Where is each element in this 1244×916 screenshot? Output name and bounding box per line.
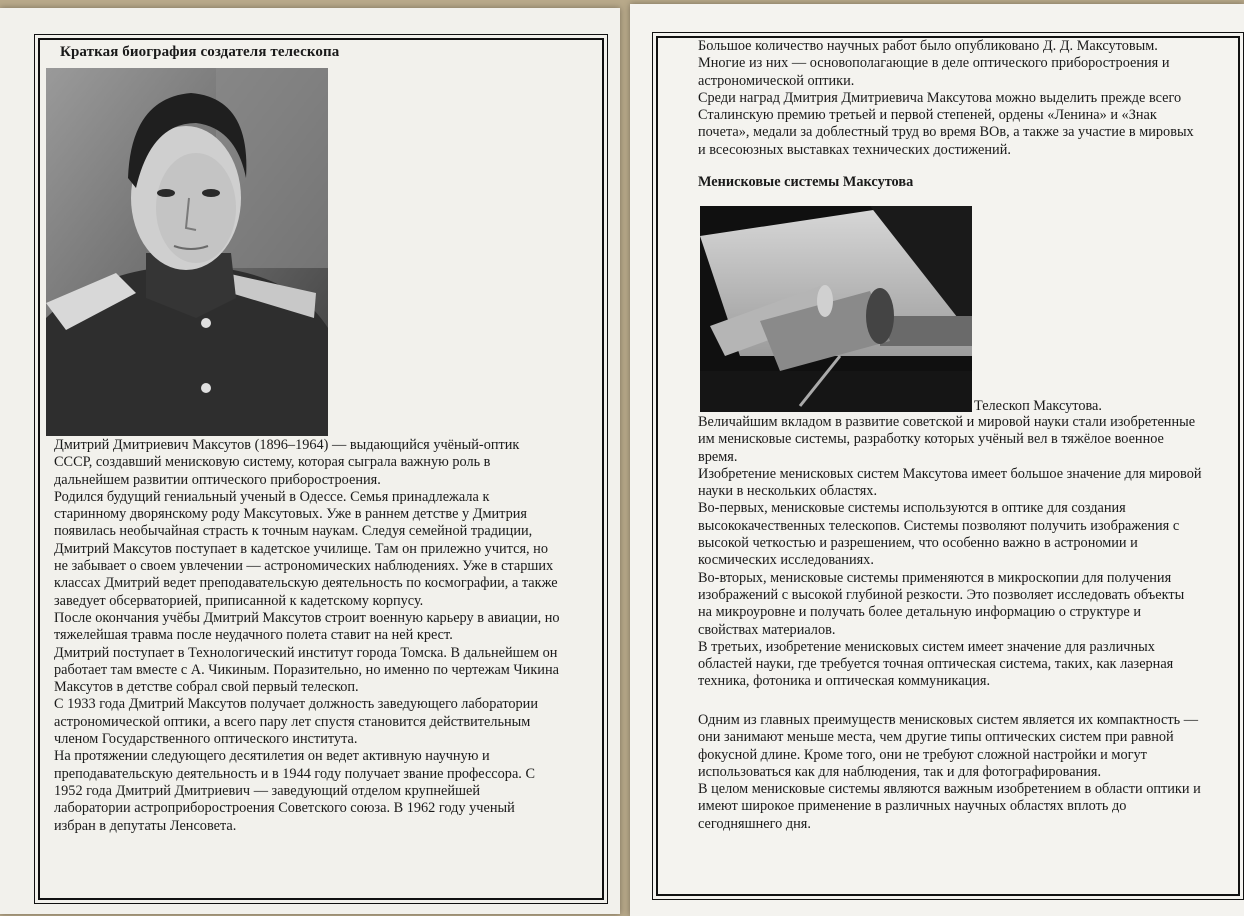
- biography-text: Дмитрий Дмитриевич Максутов (1896–1964) — выдающийся учёный-оптик СССР, создавший менисковую систему, которая сыграла важную роль в дальнейшем развитии оптического приборостроения. Родился будущий гениальный ученый в Одессе. Семья принадлежала к старинному дворянскому роду Максутовых. Уже в раннем детстве у Дмитрия появилась необычайная страсть к точным наукам. Следуя семейной традиции, Дмитрий Максутов поступает в кадетское училище. Там он прилежно учится, но не забывает о своем увлечении — астрономических наблюдениях. Уже в старших классах Дмитрий ведет преподавательскую деятельность по космографии, а также заведует обсерваторией, приписанной к кадетскому корпусу. После окончания учёбы Дмитрий Максутов строит военную карьеру в авиации, но тяжелейшая травма после неудачного полета ставит на ней крест. Дмитрий поступает в Технологический институт города Томска. В дальнейшем он работает там вместе с А. Чикиным. Поразительно, но именно по чертежам Чикина Максутов в детстве собрал свой первый телескоп. С 1933 года Дмитрий Максутов получает должность заведующего лаборатории астрономической оптики, а всего пару лет спустя становится действительным членом Государственного оптического института. На протяжении следующего десятилетия он ведет активную научную и преподавательскую деятельность и в 1944 году получает звание профессора. С 1952 года Дмитрий Дмитриевич — заведующий отделом крупнейшей лаборатории астроприборостроения Советского союза. В 1962 году ученый избран в депутаты Ленсовета.: [54, 437, 560, 834]
- telescope-photo: [700, 206, 972, 412]
- publications-awards-text: Большое количество научных работ было опубликовано Д. Д. Максутовым. Многие из них — основополагающие в деле оптического приборостроения и астрономической оптики. Среди наград Дмитрия Дмитриевича Максутова можно выделить прежде всего Сталинскую премию третьей и первой степеней, ордены «Ленина» и «Знак почета», медали за доблестный труд во время ВОв, а также за участие в мировых и всесоюзных выставках технических достижений.: [698, 38, 1194, 158]
- page-title: Краткая биография создателя телескопа: [60, 44, 340, 60]
- section-heading: Менисковые системы Максутова: [698, 174, 914, 190]
- telescope-caption: Телескоп Максутова.: [974, 398, 1102, 414]
- meniscus-systems-text: Величайшим вкладом в развитие советской и мировой науки стали изобретенные им менисковые системы, разработку которых учёный вел в тяжёлое военное время. Изобретение менисковых систем Максутова имеет большое значение для мировой науки в нескольких областях. Во-первых, менисковые системы используются в оптике для создания высококачественных телескопов. Системы позволяют получить изображения с высокой четкостью и разрешением, что особенно важно в астрономии и космических исследованиях. Во-вторых, менисковые системы применяются в микроскопии для получения изображений с высокой глубиной резкости. Это позволяет исследовать объекты на микроуровне и получать более детальную информацию о структуре и свойствах материалов. В третьих, изобретение менисковых систем имеет значение для различных областей науки, где требуется точная оптическая система, таких, как лазерная техника, фотоника и оптическая коммуникация.: [698, 414, 1202, 690]
- telescope-image: [700, 206, 972, 412]
- portrait-photo: [46, 68, 328, 436]
- portrait-image: [46, 68, 328, 436]
- advantages-text: Одним из главных преимуществ менисковых систем является их компактность — они занимают меньше места, чем другие типы оптических систем при равной фокусной длине. Кроме того, они не требуют сложной настройки и могут использоваться как для наблюдения, так и для фотографирования. В целом менисковые системы являются важным изобретением в области оптики и имеют широкое применение в различных научных областях вплоть до сегодняшнего дня.: [698, 712, 1201, 832]
